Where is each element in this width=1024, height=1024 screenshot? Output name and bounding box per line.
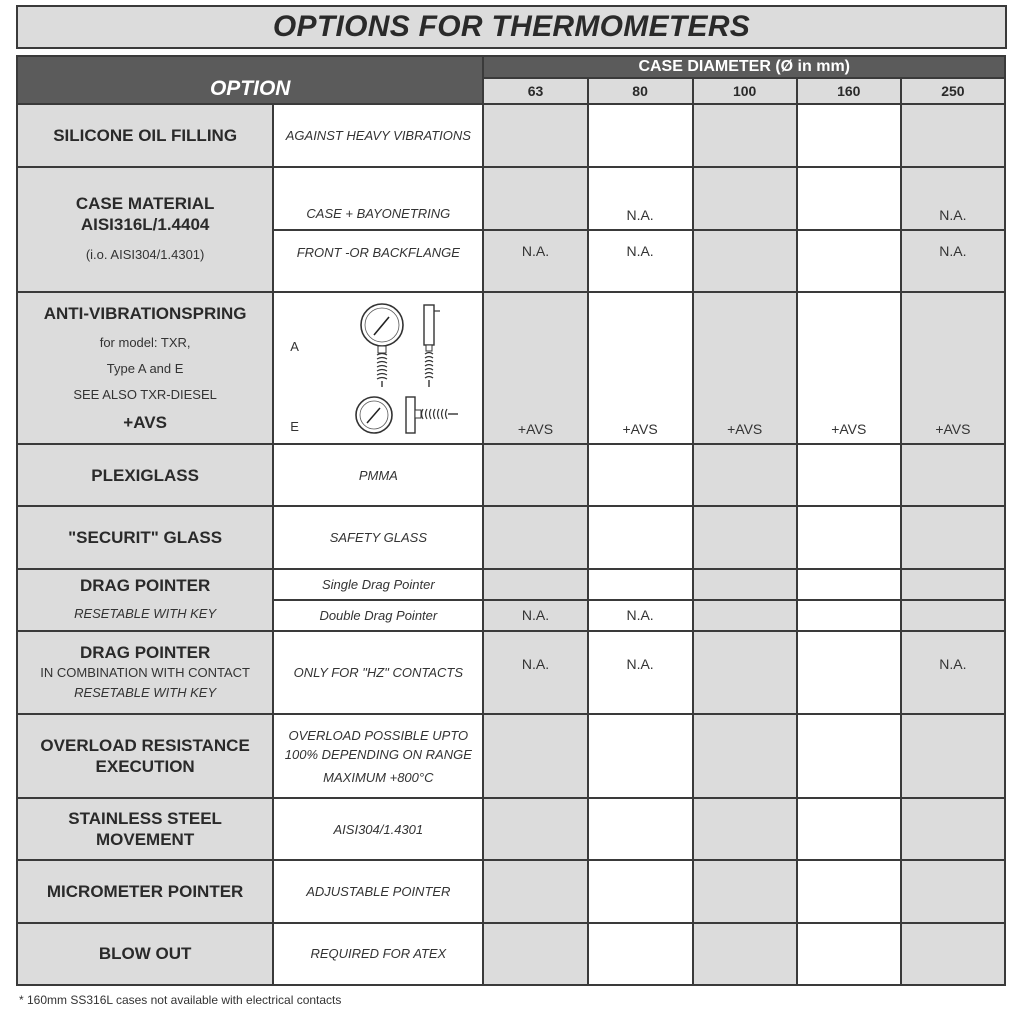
cell: +AVS xyxy=(483,292,587,444)
table-row xyxy=(17,714,1005,797)
cell xyxy=(693,104,797,166)
cell xyxy=(797,569,901,600)
option-name-micrometer: MICROMETER POINTER xyxy=(17,860,273,922)
cell xyxy=(693,569,797,600)
cell xyxy=(797,714,901,797)
option-name-blowout: BLOW OUT xyxy=(17,923,273,985)
cell xyxy=(588,506,693,568)
case-diameter-header: CASE DIAMETER (Ø in mm) xyxy=(483,56,1005,78)
size-header-250: 250 xyxy=(901,78,1005,104)
option-name-drag-pointer: DRAG POINTER RESETABLE WITH KEY xyxy=(17,569,273,631)
option-desc-hz-contacts: ONLY FOR "HZ" CONTACTS xyxy=(273,631,483,714)
cell xyxy=(588,860,693,922)
option-name-overload: OVERLOAD RESISTANCE EXECUTION xyxy=(17,714,273,797)
cell: N.A. xyxy=(588,631,693,714)
cell xyxy=(797,230,901,292)
cell xyxy=(483,569,587,600)
table-row xyxy=(17,860,1005,922)
cell xyxy=(483,923,587,985)
cell xyxy=(483,506,587,568)
option-name-plexiglass: PLEXIGLASS xyxy=(17,444,273,506)
option-name-securit: "SECURIT" GLASS xyxy=(17,506,273,568)
cell: N.A. xyxy=(901,631,1005,714)
cell: +AVS xyxy=(693,292,797,444)
option-desc-micrometer: ADJUSTABLE POINTER xyxy=(273,860,483,922)
options-table xyxy=(16,55,1006,986)
table-row xyxy=(17,569,1005,600)
option-desc-ss-movement: AISI304/1.4301 xyxy=(273,798,483,860)
cell xyxy=(901,860,1005,922)
cell: N.A. xyxy=(483,631,587,714)
cell: +AVS xyxy=(797,292,901,444)
cell xyxy=(797,167,901,230)
option-desc-double-drag: Double Drag Pointer xyxy=(273,600,483,631)
table-row xyxy=(17,104,1005,166)
cell: +AVS xyxy=(588,292,693,444)
cell xyxy=(901,506,1005,568)
cell xyxy=(693,167,797,230)
option-name-silicone: SILICONE OIL FILLING xyxy=(17,104,273,166)
cell xyxy=(483,167,587,230)
size-header-80: 80 xyxy=(588,78,693,104)
option-desc-case-bayonetring: CASE + BAYONETRING xyxy=(273,167,483,230)
table-row xyxy=(17,798,1005,860)
cell xyxy=(901,444,1005,506)
option-desc-flange: FRONT -OR BACKFLANGE xyxy=(273,230,483,292)
option-desc-overload: OVERLOAD POSSIBLE UPTO 100% DEPENDING ON RANGE MAXIMUM +800°C xyxy=(273,714,483,797)
page-title: OPTIONS FOR THERMOMETERS xyxy=(16,5,1007,49)
cell: N.A. xyxy=(588,167,693,230)
option-desc-silicone: AGAINST HEAVY VIBRATIONS xyxy=(273,104,483,166)
cell xyxy=(693,798,797,860)
table-row xyxy=(17,167,1005,230)
size-header-63: 63 xyxy=(483,78,587,104)
cell xyxy=(588,569,693,600)
cell xyxy=(483,444,587,506)
cell xyxy=(901,714,1005,797)
cell xyxy=(901,569,1005,600)
option-name-ss-movement: STAINLESS STEEL MOVEMENT xyxy=(17,798,273,860)
type-e-label: E xyxy=(290,419,299,435)
cell xyxy=(588,714,693,797)
cell xyxy=(693,444,797,506)
option-name-case-material: CASE MATERIAL AISI316L/1.4404 (i.o. AISI304/1.4301) xyxy=(17,167,273,293)
spring-illustration-cell xyxy=(273,292,483,444)
cell: N.A. xyxy=(483,600,587,631)
cell xyxy=(693,506,797,568)
cell xyxy=(797,860,901,922)
cell xyxy=(901,798,1005,860)
spring-thermometer-illustration xyxy=(344,297,464,439)
cell xyxy=(797,104,901,166)
table-row xyxy=(17,292,1005,444)
cell: N.A. xyxy=(588,230,693,292)
option-header: OPTION xyxy=(17,56,483,104)
size-header-160: 160 xyxy=(797,78,901,104)
cell: N.A. xyxy=(483,230,587,292)
cell xyxy=(693,860,797,922)
cell xyxy=(693,923,797,985)
cell xyxy=(797,923,901,985)
cell xyxy=(901,600,1005,631)
cell xyxy=(588,923,693,985)
cell xyxy=(693,600,797,631)
option-desc-single-drag: Single Drag Pointer xyxy=(273,569,483,600)
size-header-100: 100 xyxy=(693,78,797,104)
option-desc-securit: SAFETY GLASS xyxy=(273,506,483,568)
cell xyxy=(797,798,901,860)
option-desc-plexiglass: PMMA xyxy=(273,444,483,506)
cell xyxy=(797,600,901,631)
cell xyxy=(693,631,797,714)
cell xyxy=(797,444,901,506)
cell xyxy=(483,714,587,797)
cell xyxy=(693,230,797,292)
cell xyxy=(588,798,693,860)
cell: N.A. xyxy=(588,600,693,631)
cell: N.A. xyxy=(901,230,1005,292)
cell xyxy=(588,104,693,166)
option-name-drag-contact: DRAG POINTER IN COMBINATION WITH CONTACT RESETABLE WITH KEY xyxy=(17,631,273,714)
option-desc-blowout: REQUIRED FOR ATEX xyxy=(273,923,483,985)
footnote: * 160mm SS316L cases not available with electrical contacts xyxy=(19,993,342,1007)
cell xyxy=(901,104,1005,166)
cell xyxy=(483,860,587,922)
cell xyxy=(588,444,693,506)
cell xyxy=(693,714,797,797)
cell xyxy=(797,631,901,714)
table-row xyxy=(17,631,1005,714)
table-row xyxy=(17,444,1005,506)
table-row xyxy=(17,923,1005,985)
cell xyxy=(483,104,587,166)
type-a-label: A xyxy=(290,339,299,355)
cell xyxy=(797,506,901,568)
cell xyxy=(901,923,1005,985)
cell: +AVS xyxy=(901,292,1005,444)
option-name-spring: ANTI-VIBRATIONSPRING for model: TXR, Type A and E SEE ALSO TXR-DIESEL +AVS xyxy=(17,292,273,444)
cell: N.A. xyxy=(901,167,1005,230)
table-row xyxy=(17,506,1005,568)
cell xyxy=(483,798,587,860)
